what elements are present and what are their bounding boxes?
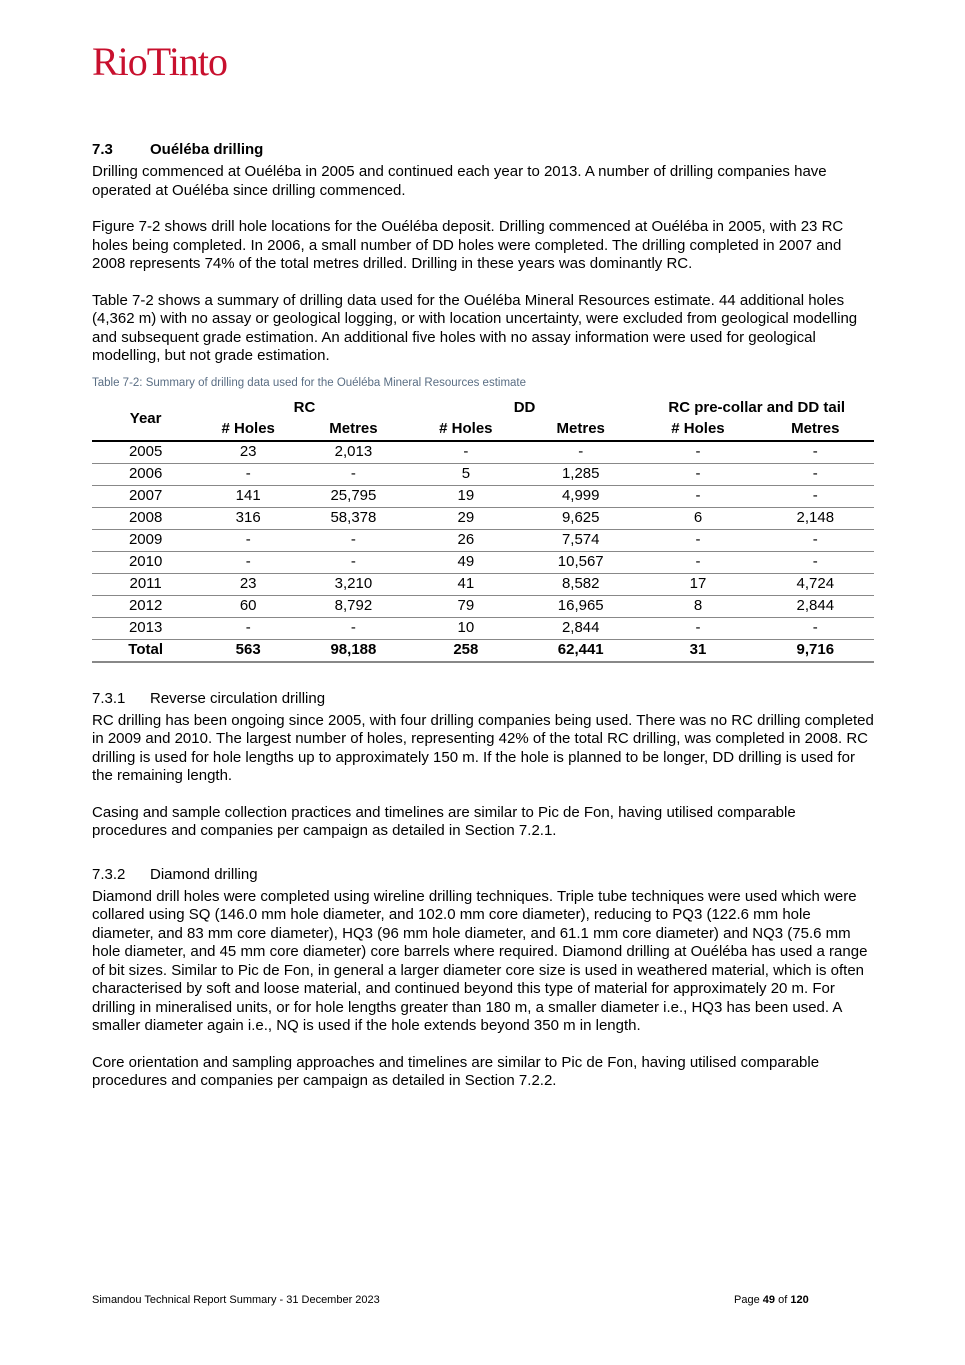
section-number: 7.3.2 — [92, 865, 126, 883]
subheader: # Holes — [199, 419, 297, 441]
table-cell: 141 — [199, 485, 297, 507]
table-cell: - — [297, 529, 410, 551]
page-prefix: Page — [734, 1294, 760, 1306]
section-title: Reverse circulation drilling — [150, 689, 326, 707]
table-cell: 9,625 — [522, 507, 639, 529]
paragraph: RC drilling has been ongoing since 2005, with four drilling companies being used. There was no RC drilling completed in 2009 and 2010. The largest number of holes, representing 42% of the total RC drilling, was completed in 2008. RC drilling is used for hole lengths up to approximately 150 m. If the hole is planned to be longer, DD drilling is used for the remaining length. — [92, 711, 874, 784]
table-cell: 2008 — [92, 507, 199, 529]
table-subheader-row — [92, 419, 874, 441]
group-header-rc-dd: RC pre-collar and DD tail — [668, 399, 846, 416]
table-row — [92, 529, 874, 551]
section-title: Diamond drilling — [150, 865, 258, 883]
subheader: Metres — [757, 419, 874, 441]
group-header-rc: RC — [293, 399, 316, 416]
table-row — [92, 595, 874, 617]
table-row — [92, 617, 874, 639]
section-heading-7-3-2 — [92, 865, 874, 885]
table-cell: Total — [92, 639, 199, 662]
rio-tinto-logo: RioTinto — [92, 39, 228, 84]
table-cell: - — [297, 551, 410, 573]
subheader: # Holes — [410, 419, 522, 441]
table-total-row — [92, 639, 874, 662]
table-cell: - — [757, 529, 874, 551]
table-cell: 8,792 — [297, 595, 410, 617]
table-cell: 29 — [410, 507, 522, 529]
footer-page-number — [734, 1294, 809, 1306]
table-cell: 60 — [199, 595, 297, 617]
section-title: Ouéléba drilling — [150, 141, 264, 158]
table-cell: 31 — [639, 639, 756, 662]
table-cell: 41 — [410, 573, 522, 595]
page-of: of — [778, 1294, 788, 1306]
table-row — [92, 463, 874, 485]
table-row — [92, 573, 874, 595]
table-cell: 5 — [410, 463, 522, 485]
table-row — [92, 551, 874, 573]
table-cell: - — [639, 551, 756, 573]
table-cell: 8,582 — [522, 573, 639, 595]
table-cell: 1,285 — [522, 463, 639, 485]
page-total: 120 — [790, 1294, 809, 1306]
table-cell: - — [199, 617, 297, 639]
table-cell: 23 — [199, 441, 297, 464]
table-cell: 10 — [410, 617, 522, 639]
table-cell: 2007 — [92, 485, 199, 507]
section-heading-7-3 — [92, 140, 874, 160]
footer-report-title: Simandou Technical Report Summary - 31 December 2023 — [92, 1294, 380, 1306]
paragraph: Figure 7-2 shows drill hole locations for the Ouéléba deposit. Drilling commenced at Ouéléba in 2005, with 23 RC holes being completed. In 2006, a small number of DD holes were completed. The drilling completed in 2007 and 2008 represents 74% of the total metres drilled. Drilling in these years was dominantly RC. — [92, 218, 844, 272]
table-group-header-row — [92, 398, 874, 419]
table-cell: - — [199, 529, 297, 551]
subheader: Metres — [522, 419, 639, 441]
table-cell: - — [757, 551, 874, 573]
section-heading-7-3-1 — [92, 689, 874, 709]
table-cell: 17 — [639, 573, 756, 595]
table-cell: - — [639, 463, 756, 485]
page-content — [92, 140, 874, 1109]
table-cell: 2012 — [92, 595, 199, 617]
drilling-summary-table — [92, 398, 874, 663]
table-cell: - — [639, 441, 756, 464]
section-number: 7.3.1 — [92, 689, 126, 707]
table-cell: 4,999 — [522, 485, 639, 507]
table-cell: 79 — [410, 595, 522, 617]
table-cell: 19 — [410, 485, 522, 507]
paragraph: Diamond drill holes were completed using wireline drilling techniques. Triple tube techniques were used which were collared using SQ (146.0 mm hole diameter, and 102.0 mm core diameter), reducing to PQ3 (122.6 mm hole diameter, and 83 mm core diameter), HQ3 (96 mm hole diameter, and 61.1 mm core diameter) and NQ3 (75.6 mm hole diameter, and 45 mm core diameter) core barrels where required. Diamond drilling at Ouéléba has used a range of bit sizes. Similar to Pic de Fon, in general a larger diameter core size is used in weathered material, which is often characterised by soft and loose material, and continued beyond this type of material for approximately 20 m. For drilling in mineralised units, or for hole lengths greater than 180 m, a smaller diameter i.e., HQ3 has been used. A smaller diameter again i.e., NQ is used if the hole extends beyond 350 m in length. — [92, 887, 868, 1034]
table-cell: - — [757, 463, 874, 485]
table-row — [92, 441, 874, 464]
table-cell: 16,965 — [522, 595, 639, 617]
paragraph: Table 7-2 shows a summary of drilling data used for the Ouéléba Mineral Resources estimate. 44 additional holes (4,362 m) with no assay or geological logging, or with location uncertainty, were excluded from geological modelling and subsequent grade estimation. An additional five holes with no assay information were used for geological modelling, but not grade estimation. — [92, 291, 858, 364]
table-cell: - — [199, 463, 297, 485]
paragraph: Drilling commenced at Ouéléba in 2005 and continued each year to 2013. A number of drilling companies have operated at Ouéléba since drilling commenced. — [92, 163, 827, 199]
table-cell: 25,795 — [297, 485, 410, 507]
table-cell: 49 — [410, 551, 522, 573]
paragraph: Core orientation and sampling approaches and timelines are similar to Pic de Fon, having utilised comparable procedures and companies per campaign as detailed in Section 7.2.2. — [92, 1053, 820, 1089]
table-cell: 7,574 — [522, 529, 639, 551]
table-cell: 2013 — [92, 617, 199, 639]
table-cell: 2010 — [92, 551, 199, 573]
table-cell: 258 — [410, 639, 522, 662]
table-cell: 2006 — [92, 463, 199, 485]
table-cell: 8 — [639, 595, 756, 617]
paragraph: Casing and sample collection practices and timelines are similar to Pic de Fon, having utilised comparable procedures and companies per campaign as detailed in Section 7.2.1. — [92, 803, 796, 839]
table-cell: 4,724 — [757, 573, 874, 595]
table-cell: - — [639, 529, 756, 551]
table-cell: 2009 — [92, 529, 199, 551]
table-cell: 98,188 — [297, 639, 410, 662]
table-cell: 58,378 — [297, 507, 410, 529]
page-number: 49 — [762, 1294, 776, 1306]
table-cell: 2,844 — [522, 617, 639, 639]
table-cell: - — [297, 617, 410, 639]
section-number: 7.3 — [92, 141, 113, 158]
year-header: Year — [92, 398, 199, 441]
table-cell: 62,441 — [522, 639, 639, 662]
table-caption: Table 7-2: Summary of drilling data used for the Ouéléba Mineral Resources estimate — [92, 376, 527, 389]
table-cell: 2005 — [92, 441, 199, 464]
table-row — [92, 507, 874, 529]
table-cell: 563 — [199, 639, 297, 662]
table-cell: 23 — [199, 573, 297, 595]
table-row — [92, 485, 874, 507]
table-cell: 3,210 — [297, 573, 410, 595]
subheader: Metres — [297, 419, 410, 441]
table-cell: 2011 — [92, 573, 199, 595]
table-cell: 26 — [410, 529, 522, 551]
table-cell: - — [639, 485, 756, 507]
table-cell: - — [757, 617, 874, 639]
group-header-dd: DD — [513, 399, 536, 416]
table-cell: - — [522, 441, 639, 464]
table-cell: - — [639, 617, 756, 639]
table-cell: 9,716 — [757, 639, 874, 662]
table-cell: 316 — [199, 507, 297, 529]
table-cell: 10,567 — [522, 551, 639, 573]
table-cell: - — [757, 485, 874, 507]
table-cell: 2,013 — [297, 441, 410, 464]
subheader: # Holes — [639, 419, 756, 441]
table-cell: 2,148 — [757, 507, 874, 529]
table-cell: - — [199, 551, 297, 573]
table-cell: - — [297, 463, 410, 485]
table-cell: - — [757, 441, 874, 464]
table-cell: 2,844 — [757, 595, 874, 617]
table-cell: - — [410, 441, 522, 464]
table-cell: 6 — [639, 507, 756, 529]
